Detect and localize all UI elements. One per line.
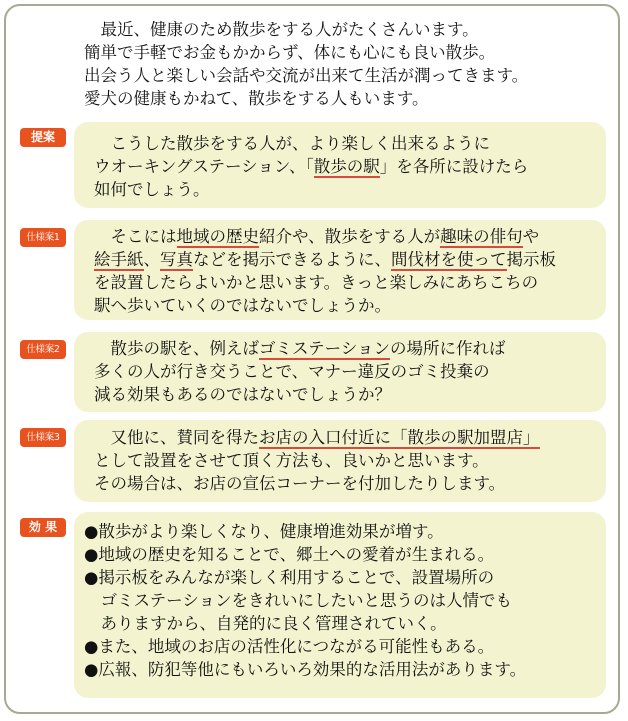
plan1-line: 絵手紙、写真などを掲示できるように、間伐材を使って掲示板 xyxy=(94,250,556,269)
proposal-line: 如何でしょう。 xyxy=(94,180,210,199)
intro-line: 出会う人と楽しい会話や交流が出来て生活が潤ってきます。 xyxy=(84,66,529,85)
plan3-line: その場合は、お店の宣伝コーナーを付加したりします。 xyxy=(94,474,506,493)
plan2-line: 多くの人が行き交うことで、マナー違反のゴミ投棄の xyxy=(94,362,490,381)
effect-item: ●散歩がより楽しくなり、健康増進効果が増す。 xyxy=(84,522,444,541)
effect-item: ●地域の歴史を知ることで、郷土への愛着が生まれる。 xyxy=(84,545,495,564)
intro-line: 最近、健康のため散歩をする人がたくさんいます。 xyxy=(84,20,479,39)
plan2-line: 散歩の駅を、例えばゴミステーションの場所に作れば xyxy=(94,339,506,358)
plan2-tag: 仕様案2 xyxy=(20,340,66,359)
effect-item: ●また、地域のお店の活性化につながる可能性もある。 xyxy=(84,637,495,656)
proposal-box xyxy=(74,122,606,208)
effects-box xyxy=(74,512,606,698)
effects-tag: 効 果 xyxy=(20,518,66,537)
plan1-box xyxy=(74,220,606,320)
plan1-line: を設置したらよいかと思います。きっと楽しみにあちこちの xyxy=(94,273,539,292)
proposal-line: ウオーキングステーション、「散歩の駅」を各所に設けたら xyxy=(94,157,529,176)
plan3-line: として設置をさせて頂く方法も、良いかと思います。 xyxy=(94,451,489,470)
proposal-line: こうした散歩をする人が、より楽しく出来るように xyxy=(94,134,490,153)
effect-item: ありますから、自発的に良く管理されていく。 xyxy=(84,614,447,633)
underlined-phrase: 散歩の駅 xyxy=(313,157,380,176)
plan1-tag: 仕様案1 xyxy=(20,228,66,247)
plan3-line: 又他に、賛同を得たお店の入口付近に「散歩の駅加盟店」 xyxy=(94,428,540,447)
intro-line: 簡単で手軽でお金もかからず、体にも心にも良い散歩。 xyxy=(84,43,496,62)
effect-item: ●掲示板をみんなが楽しく利用することで、設置場所の xyxy=(84,568,495,587)
effect-item: ●広報、防犯等他にもいろいろ効果的な活用法があります。 xyxy=(84,660,527,679)
proposal-tag: 提案 xyxy=(20,128,66,147)
plan2-box xyxy=(74,332,606,412)
intro-text xyxy=(84,18,528,110)
plan2-line: 減る効果もあるのではないでしょうか？ xyxy=(94,385,391,404)
plan1-line: そこには地域の歴史紹介や、散歩をする人が趣味の俳句や xyxy=(94,227,540,246)
plan1-line: 駅へ歩いていくのではないでしょうか。 xyxy=(94,296,391,315)
intro-line: 愛犬の健康もかねて、散歩をする人もいます。 xyxy=(84,89,429,108)
plan3-box xyxy=(74,420,606,502)
plan3-tag: 仕様案3 xyxy=(20,428,66,447)
effect-item: ゴミステーションをきれいにしたいと思うのは人情でも xyxy=(84,591,513,610)
